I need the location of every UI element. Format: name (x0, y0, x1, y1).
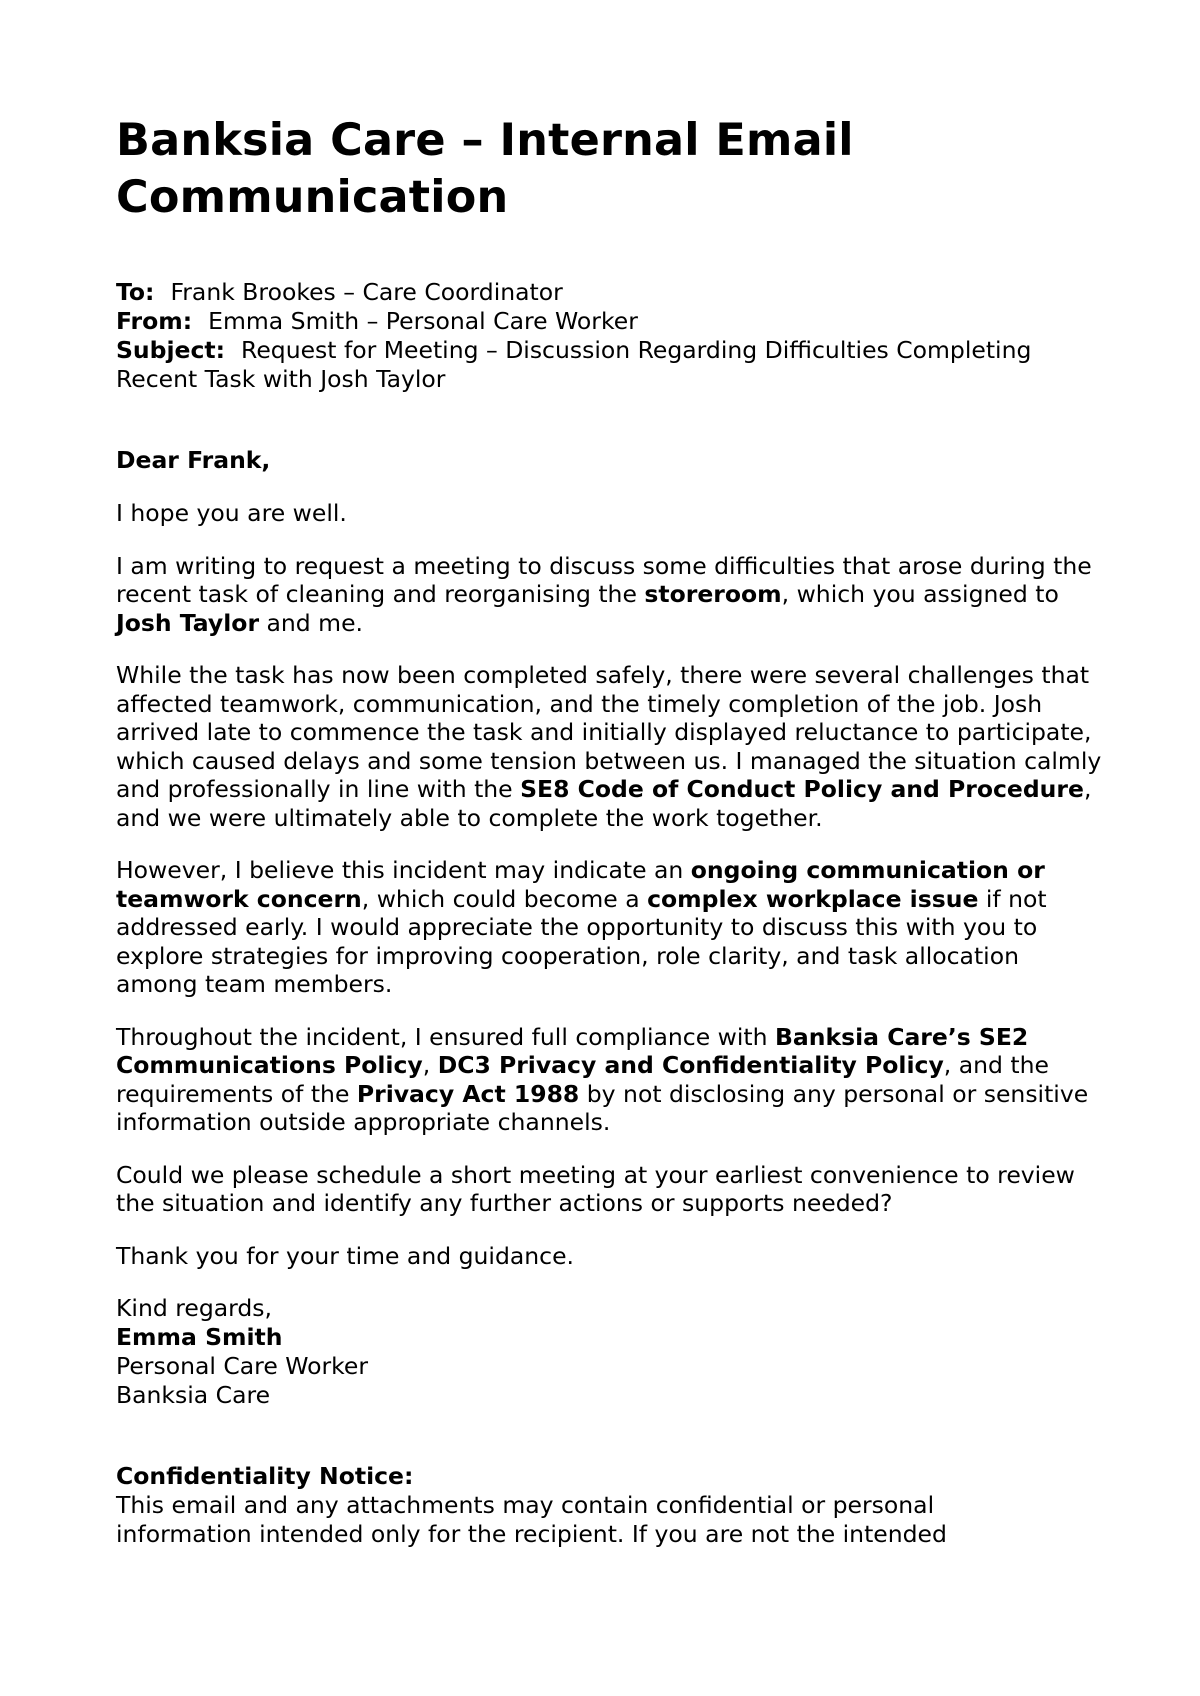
p3-text-a: While the task has now been completed safely, there were several challenges that affected teamwork, communication, and the timely completion of the job. Josh arrived late to commence the task and initially displayed reluctance to participate, which caused delays and some tension between us. I managed the situation calmly and professionally in line with the (116, 661, 1102, 803)
p3-text-c: , and we were ultimately able to complete the work together. (116, 775, 1092, 832)
p5-bold-privacy-act: Privacy Act 1988 (356, 1079, 580, 1108)
paragraph-2 (116, 552, 1106, 638)
to-row (116, 278, 1106, 307)
email-document (116, 112, 1106, 1549)
p2-text-e: and me. (259, 608, 364, 637)
paragraph-1: I hope you are well. (116, 499, 347, 527)
p4-text-e: if not addressed early. I would appreciate the opportunity to discuss this with you to explore strategies for improving cooperation, role clarity, and task allocation among team members. (116, 884, 1047, 998)
to-label: To: (116, 278, 155, 306)
p5-text-g: by not disclosing any personal or sensitive information outside appropriate channels. (116, 1079, 1089, 1136)
p5-text-e: , and the requirements of the (116, 1051, 1049, 1108)
p4-text-a: However, I believe this incident may indicate an (116, 856, 691, 884)
confidentiality-line-2: information intended only for the recipient. If you are not the intended (116, 1520, 947, 1548)
confidentiality-heading: Confidentiality Notice: (116, 1462, 414, 1490)
p2-text-a: I am writing to request a meeting to discuss some difficulties that arose during the recent task of cleaning and reorganising the (116, 551, 1092, 608)
paragraph-6: Could we please schedule a short meeting at your earliest convenience to review the situation and identify any further actions or supports needed? (116, 1160, 1075, 1217)
p2-text-c: , which you assigned to (781, 580, 1059, 608)
p4-text-c: , which could become a (361, 884, 648, 913)
subject-value-line-1: Request for Meeting – Discussion Regarding Difficulties Completing (241, 336, 1032, 364)
from-value: Emma Smith – Personal Care Worker (208, 307, 638, 335)
p2-bold-storeroom: storeroom (644, 580, 782, 608)
p3-bold-se8: SE8 Code of Conduct Policy and Procedure (520, 775, 1084, 803)
email-header (116, 278, 1106, 394)
confidentiality-line-1: This email and any attachments may contain confidential or personal (116, 1491, 935, 1519)
signature-block (116, 1294, 1106, 1410)
from-label: From: (116, 307, 193, 335)
subject-row (116, 336, 1106, 394)
p5-bold-dc3: DC3 Privacy and Confidentiality Policy (437, 1051, 944, 1079)
title-line-1: Banksia Care – Internal Email (116, 115, 854, 166)
p4-bold-concern: ongoing communication or teamwork concern (116, 856, 1045, 913)
confidentiality-text (116, 1491, 1106, 1549)
p2-bold-josh: Josh Taylor (116, 608, 260, 637)
paragraph-3 (116, 661, 1106, 832)
p4-bold-issue: complex workplace issue (647, 884, 979, 913)
p5-bold-se2: Banksia Care’s SE2 Communications Policy (116, 1022, 1029, 1079)
salutation: Dear Frank, (116, 446, 271, 474)
paragraph-7: Thank you for your time and guidance. (116, 1241, 575, 1270)
title-line-2: Communication (116, 172, 509, 223)
paragraph-4 (116, 856, 1106, 999)
from-row (116, 307, 1106, 336)
p5-text-a: Throughout the incident, I ensured full compliance with (116, 1022, 775, 1051)
signature-role: Personal Care Worker (116, 1352, 369, 1380)
p5-text-c: , (422, 1051, 438, 1079)
signature-name: Emma Smith (116, 1323, 283, 1351)
paragraph-5 (116, 1023, 1106, 1137)
page-title (116, 112, 1106, 226)
subject-value-line-2: Recent Task with Josh Taylor (116, 365, 446, 393)
to-value: Frank Brookes – Care Coordinator (170, 278, 563, 306)
signature-org: Banksia Care (116, 1381, 271, 1409)
signature-closing: Kind regards, (116, 1294, 273, 1322)
subject-label: Subject: (116, 336, 226, 364)
